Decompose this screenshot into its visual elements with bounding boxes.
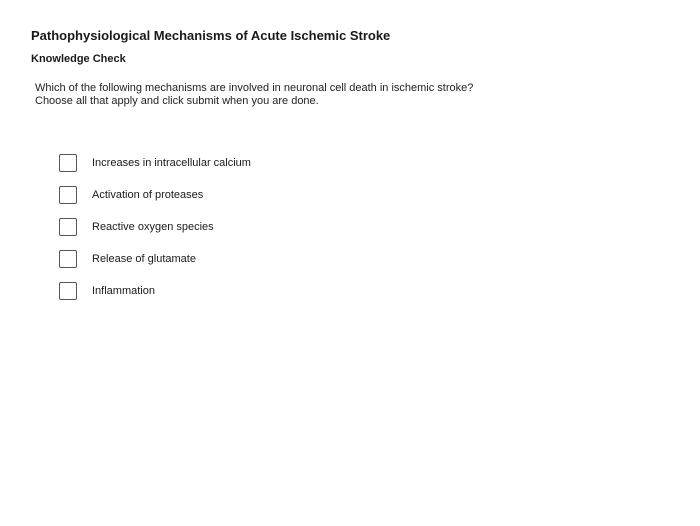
checkbox[interactable]: [59, 218, 77, 236]
option-glutamate[interactable]: [59, 248, 251, 270]
page-title: Pathophysiological Mechanisms of Acute Ischemic Stroke: [31, 28, 391, 43]
option-label: Reactive oxygen species: [92, 221, 214, 233]
checkbox[interactable]: [59, 154, 77, 172]
checkbox[interactable]: [59, 186, 77, 204]
option-label: Release of glutamate: [92, 253, 196, 265]
section-title: Knowledge Check: [31, 53, 126, 65]
option-label: Activation of proteases: [92, 189, 204, 201]
option-reactive-oxygen-species[interactable]: [59, 216, 251, 238]
question-text: Which of the following mechanisms are involved in neuronal cell death in ischemic stroke? Choose all that apply and click submit when you are done.: [35, 82, 474, 107]
option-intracellular-calcium[interactable]: [59, 152, 251, 174]
option-proteases[interactable]: [59, 184, 251, 206]
option-inflammation[interactable]: [59, 280, 251, 302]
checkbox[interactable]: [59, 250, 77, 268]
options-list: [59, 152, 251, 312]
option-label: Inflammation: [92, 285, 155, 297]
checkbox[interactable]: [59, 282, 77, 300]
option-label: Increases in intracellular calcium: [92, 157, 251, 169]
